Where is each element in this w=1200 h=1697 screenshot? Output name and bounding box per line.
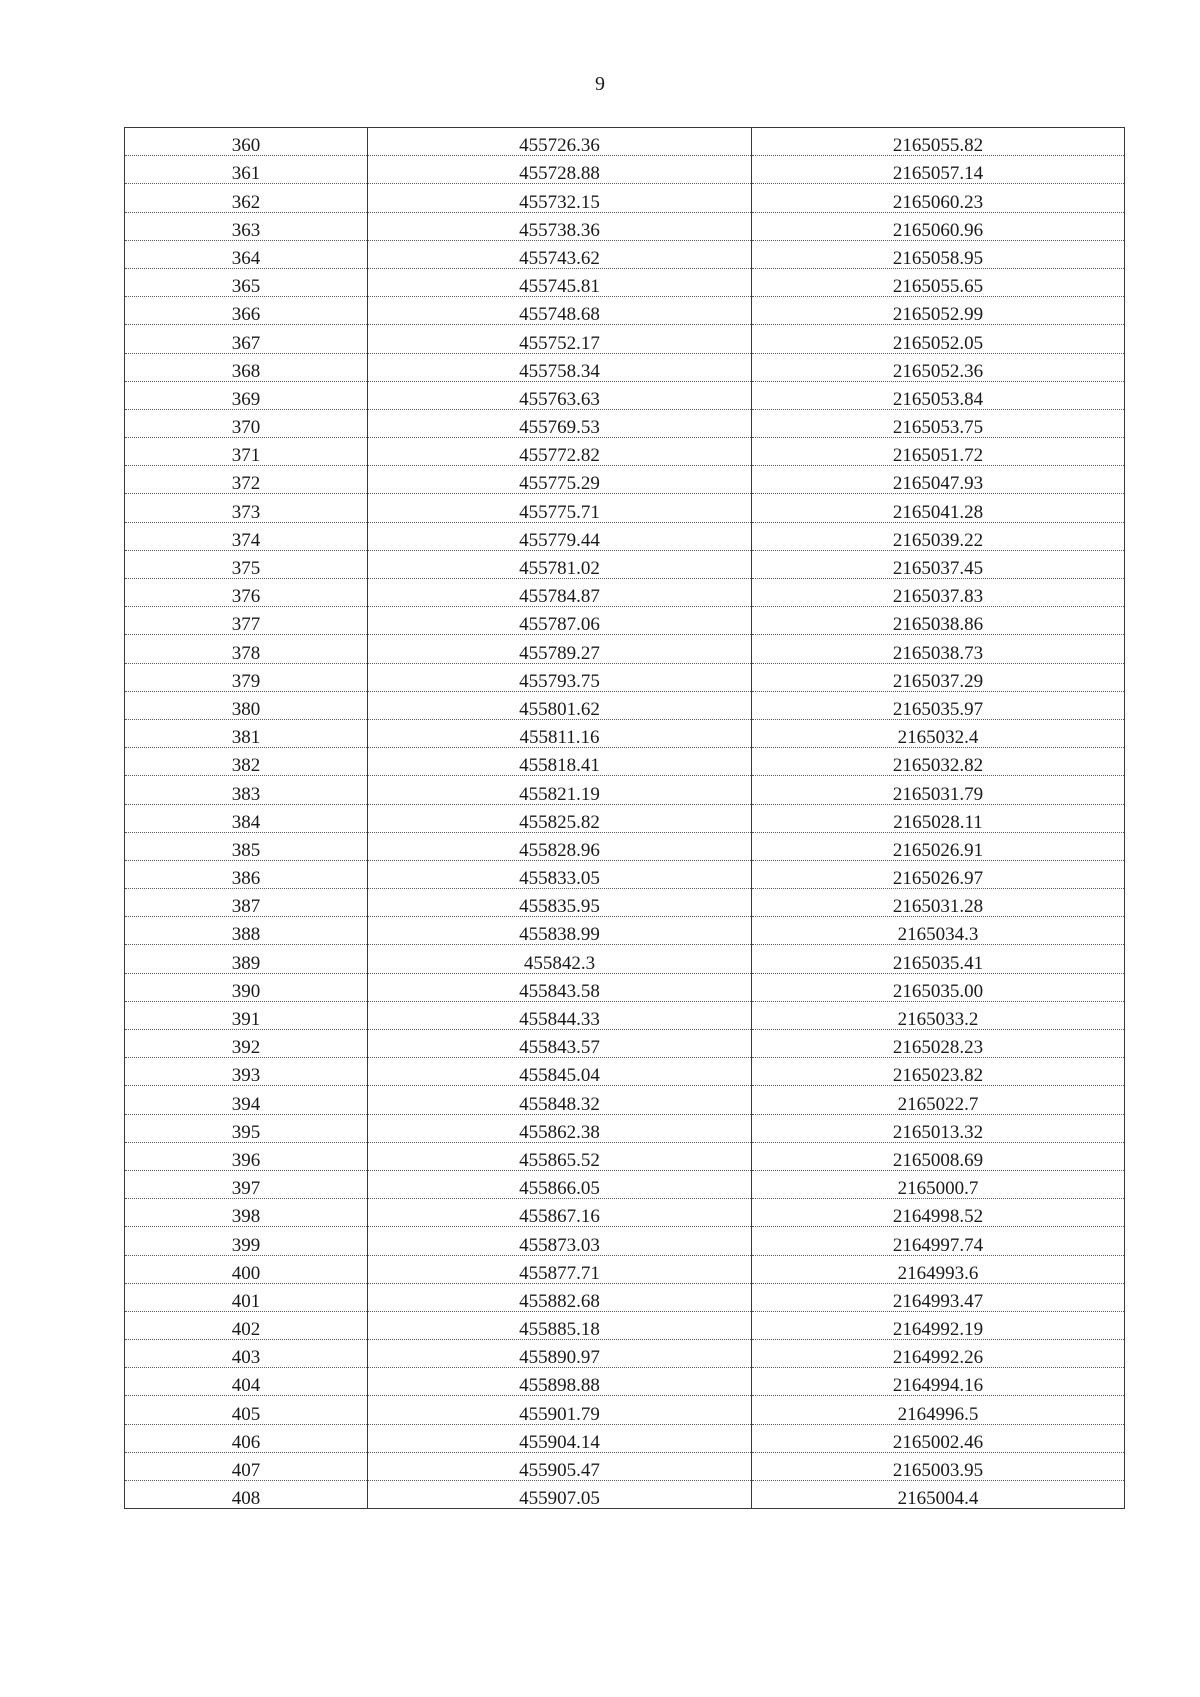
table-row <box>125 268 1125 296</box>
y-coordinate-cell: 2165053.84 <box>752 381 1125 409</box>
point-number-cell: 373 <box>125 494 368 522</box>
x-coordinate-cell: 455882.68 <box>368 1283 752 1311</box>
point-number-cell: 372 <box>125 466 368 494</box>
x-coordinate-cell: 455789.27 <box>368 635 752 663</box>
table-row <box>125 973 1125 1001</box>
table-row <box>125 607 1125 635</box>
y-coordinate-cell: 2165035.97 <box>752 691 1125 719</box>
table-row <box>125 1058 1125 1086</box>
y-coordinate-cell: 2164992.19 <box>752 1311 1125 1339</box>
point-number-cell: 374 <box>125 522 368 550</box>
point-number-cell: 390 <box>125 973 368 1001</box>
x-coordinate-cell: 455775.29 <box>368 466 752 494</box>
point-number-cell: 371 <box>125 438 368 466</box>
y-coordinate-cell: 2164993.6 <box>752 1255 1125 1283</box>
table-row <box>125 1227 1125 1255</box>
y-coordinate-cell: 2165008.69 <box>752 1142 1125 1170</box>
y-coordinate-cell: 2165028.23 <box>752 1030 1125 1058</box>
y-coordinate-cell: 2165060.23 <box>752 184 1125 212</box>
y-coordinate-cell: 2165031.28 <box>752 889 1125 917</box>
y-coordinate-cell: 2165053.75 <box>752 409 1125 437</box>
point-number-cell: 361 <box>125 156 368 184</box>
y-coordinate-cell: 2165035.41 <box>752 945 1125 973</box>
x-coordinate-cell: 455748.68 <box>368 297 752 325</box>
x-coordinate-cell: 455738.36 <box>368 212 752 240</box>
point-number-cell: 392 <box>125 1030 368 1058</box>
x-coordinate-cell: 455877.71 <box>368 1255 752 1283</box>
x-coordinate-cell: 455838.99 <box>368 917 752 945</box>
y-coordinate-cell: 2165037.29 <box>752 663 1125 691</box>
y-coordinate-cell: 2165003.95 <box>752 1452 1125 1480</box>
point-number-cell: 394 <box>125 1086 368 1114</box>
point-number-cell: 395 <box>125 1114 368 1142</box>
table-row <box>125 466 1125 494</box>
table-row <box>125 748 1125 776</box>
point-number-cell: 391 <box>125 1001 368 1029</box>
table-row <box>125 1452 1125 1480</box>
y-coordinate-cell: 2165038.86 <box>752 607 1125 635</box>
point-number-cell: 383 <box>125 776 368 804</box>
x-coordinate-cell: 455865.52 <box>368 1142 752 1170</box>
point-number-cell: 381 <box>125 719 368 747</box>
coordinates-table-body <box>125 128 1125 1509</box>
point-number-cell: 375 <box>125 550 368 578</box>
table-row <box>125 128 1125 156</box>
point-number-cell: 385 <box>125 832 368 860</box>
y-coordinate-cell: 2165013.32 <box>752 1114 1125 1142</box>
x-coordinate-cell: 455842.3 <box>368 945 752 973</box>
x-coordinate-cell: 455862.38 <box>368 1114 752 1142</box>
x-coordinate-cell: 455818.41 <box>368 748 752 776</box>
table-row <box>125 719 1125 747</box>
table-row <box>125 1199 1125 1227</box>
point-number-cell: 369 <box>125 381 368 409</box>
table-row <box>125 353 1125 381</box>
y-coordinate-cell: 2165026.91 <box>752 832 1125 860</box>
y-coordinate-cell: 2165055.65 <box>752 268 1125 296</box>
point-number-cell: 387 <box>125 889 368 917</box>
coordinates-table <box>124 127 1125 1509</box>
table-row <box>125 860 1125 888</box>
table-row <box>125 1396 1125 1424</box>
y-coordinate-cell: 2165031.79 <box>752 776 1125 804</box>
table-row <box>125 1283 1125 1311</box>
x-coordinate-cell: 455811.16 <box>368 719 752 747</box>
x-coordinate-cell: 455904.14 <box>368 1424 752 1452</box>
point-number-cell: 402 <box>125 1311 368 1339</box>
x-coordinate-cell: 455905.47 <box>368 1452 752 1480</box>
y-coordinate-cell: 2165022.7 <box>752 1086 1125 1114</box>
x-coordinate-cell: 455775.71 <box>368 494 752 522</box>
point-number-cell: 376 <box>125 579 368 607</box>
page-number: 9 <box>595 73 605 95</box>
point-number-cell: 378 <box>125 635 368 663</box>
table-row <box>125 212 1125 240</box>
table-row <box>125 832 1125 860</box>
table-row <box>125 917 1125 945</box>
y-coordinate-cell: 2165037.45 <box>752 550 1125 578</box>
point-number-cell: 367 <box>125 325 368 353</box>
table-row <box>125 776 1125 804</box>
y-coordinate-cell: 2165047.93 <box>752 466 1125 494</box>
point-number-cell: 362 <box>125 184 368 212</box>
table-row <box>125 1481 1125 1509</box>
y-coordinate-cell: 2164997.74 <box>752 1227 1125 1255</box>
x-coordinate-cell: 455726.36 <box>368 128 752 156</box>
y-coordinate-cell: 2165055.82 <box>752 128 1125 156</box>
y-coordinate-cell: 2165052.05 <box>752 325 1125 353</box>
point-number-cell: 365 <box>125 268 368 296</box>
table-row <box>125 1368 1125 1396</box>
y-coordinate-cell: 2165038.73 <box>752 635 1125 663</box>
point-number-cell: 404 <box>125 1368 368 1396</box>
y-coordinate-cell: 2165023.82 <box>752 1058 1125 1086</box>
y-coordinate-cell: 2165002.46 <box>752 1424 1125 1452</box>
x-coordinate-cell: 455843.57 <box>368 1030 752 1058</box>
x-coordinate-cell: 455845.04 <box>368 1058 752 1086</box>
table-row <box>125 804 1125 832</box>
point-number-cell: 360 <box>125 128 368 156</box>
y-coordinate-cell: 2165032.82 <box>752 748 1125 776</box>
point-number-cell: 399 <box>125 1227 368 1255</box>
x-coordinate-cell: 455793.75 <box>368 663 752 691</box>
table-row <box>125 297 1125 325</box>
y-coordinate-cell: 2164998.52 <box>752 1199 1125 1227</box>
y-coordinate-cell: 2165060.96 <box>752 212 1125 240</box>
point-number-cell: 377 <box>125 607 368 635</box>
x-coordinate-cell: 455825.82 <box>368 804 752 832</box>
table-row <box>125 1170 1125 1198</box>
x-coordinate-cell: 455821.19 <box>368 776 752 804</box>
table-row <box>125 409 1125 437</box>
x-coordinate-cell: 455828.96 <box>368 832 752 860</box>
x-coordinate-cell: 455907.05 <box>368 1481 752 1509</box>
y-coordinate-cell: 2165035.00 <box>752 973 1125 1001</box>
y-coordinate-cell: 2165000.7 <box>752 1170 1125 1198</box>
x-coordinate-cell: 455844.33 <box>368 1001 752 1029</box>
x-coordinate-cell: 455752.17 <box>368 325 752 353</box>
y-coordinate-cell: 2165032.4 <box>752 719 1125 747</box>
y-coordinate-cell: 2165052.36 <box>752 353 1125 381</box>
point-number-cell: 388 <box>125 917 368 945</box>
x-coordinate-cell: 455835.95 <box>368 889 752 917</box>
table-row <box>125 1114 1125 1142</box>
point-number-cell: 379 <box>125 663 368 691</box>
table-row <box>125 1311 1125 1339</box>
point-number-cell: 384 <box>125 804 368 832</box>
table-row <box>125 1424 1125 1452</box>
y-coordinate-cell: 2165028.11 <box>752 804 1125 832</box>
point-number-cell: 406 <box>125 1424 368 1452</box>
table-row <box>125 1255 1125 1283</box>
x-coordinate-cell: 455779.44 <box>368 522 752 550</box>
point-number-cell: 408 <box>125 1481 368 1509</box>
x-coordinate-cell: 455833.05 <box>368 860 752 888</box>
y-coordinate-cell: 2165051.72 <box>752 438 1125 466</box>
y-coordinate-cell: 2165026.97 <box>752 860 1125 888</box>
y-coordinate-cell: 2165057.14 <box>752 156 1125 184</box>
y-coordinate-cell: 2165052.99 <box>752 297 1125 325</box>
y-coordinate-cell: 2165041.28 <box>752 494 1125 522</box>
table-row <box>125 381 1125 409</box>
y-coordinate-cell: 2164992.26 <box>752 1340 1125 1368</box>
table-row <box>125 494 1125 522</box>
x-coordinate-cell: 455769.53 <box>368 409 752 437</box>
table-row <box>125 184 1125 212</box>
table-row <box>125 579 1125 607</box>
point-number-cell: 396 <box>125 1142 368 1170</box>
x-coordinate-cell: 455787.06 <box>368 607 752 635</box>
table-row <box>125 1142 1125 1170</box>
x-coordinate-cell: 455745.81 <box>368 268 752 296</box>
table-row <box>125 550 1125 578</box>
x-coordinate-cell: 455867.16 <box>368 1199 752 1227</box>
y-coordinate-cell: 2165034.3 <box>752 917 1125 945</box>
x-coordinate-cell: 455885.18 <box>368 1311 752 1339</box>
x-coordinate-cell: 455843.58 <box>368 973 752 1001</box>
x-coordinate-cell: 455866.05 <box>368 1170 752 1198</box>
x-coordinate-cell: 455763.63 <box>368 381 752 409</box>
y-coordinate-cell: 2165033.2 <box>752 1001 1125 1029</box>
point-number-cell: 382 <box>125 748 368 776</box>
y-coordinate-cell: 2165058.95 <box>752 240 1125 268</box>
point-number-cell: 380 <box>125 691 368 719</box>
y-coordinate-cell: 2164996.5 <box>752 1396 1125 1424</box>
point-number-cell: 364 <box>125 240 368 268</box>
table-row <box>125 1086 1125 1114</box>
x-coordinate-cell: 455772.82 <box>368 438 752 466</box>
table-row <box>125 522 1125 550</box>
point-number-cell: 405 <box>125 1396 368 1424</box>
point-number-cell: 363 <box>125 212 368 240</box>
point-number-cell: 386 <box>125 860 368 888</box>
point-number-cell: 407 <box>125 1452 368 1480</box>
x-coordinate-cell: 455901.79 <box>368 1396 752 1424</box>
x-coordinate-cell: 455873.03 <box>368 1227 752 1255</box>
point-number-cell: 400 <box>125 1255 368 1283</box>
table-row <box>125 240 1125 268</box>
point-number-cell: 370 <box>125 409 368 437</box>
table-row <box>125 663 1125 691</box>
point-number-cell: 368 <box>125 353 368 381</box>
x-coordinate-cell: 455890.97 <box>368 1340 752 1368</box>
x-coordinate-cell: 455848.32 <box>368 1086 752 1114</box>
point-number-cell: 403 <box>125 1340 368 1368</box>
x-coordinate-cell: 455784.87 <box>368 579 752 607</box>
x-coordinate-cell: 455743.62 <box>368 240 752 268</box>
x-coordinate-cell: 455801.62 <box>368 691 752 719</box>
table-row <box>125 945 1125 973</box>
table-row <box>125 325 1125 353</box>
table-row <box>125 156 1125 184</box>
y-coordinate-cell: 2165004.4 <box>752 1481 1125 1509</box>
y-coordinate-cell: 2165037.83 <box>752 579 1125 607</box>
x-coordinate-cell: 455728.88 <box>368 156 752 184</box>
point-number-cell: 398 <box>125 1199 368 1227</box>
point-number-cell: 389 <box>125 945 368 973</box>
y-coordinate-cell: 2165039.22 <box>752 522 1125 550</box>
point-number-cell: 401 <box>125 1283 368 1311</box>
point-number-cell: 397 <box>125 1170 368 1198</box>
point-number-cell: 366 <box>125 297 368 325</box>
table-row <box>125 889 1125 917</box>
table-row <box>125 691 1125 719</box>
table-row <box>125 1030 1125 1058</box>
y-coordinate-cell: 2164993.47 <box>752 1283 1125 1311</box>
table-row <box>125 438 1125 466</box>
table-row <box>125 635 1125 663</box>
x-coordinate-cell: 455732.15 <box>368 184 752 212</box>
x-coordinate-cell: 455758.34 <box>368 353 752 381</box>
x-coordinate-cell: 455781.02 <box>368 550 752 578</box>
y-coordinate-cell: 2164994.16 <box>752 1368 1125 1396</box>
x-coordinate-cell: 455898.88 <box>368 1368 752 1396</box>
point-number-cell: 393 <box>125 1058 368 1086</box>
table-row <box>125 1001 1125 1029</box>
table-row <box>125 1340 1125 1368</box>
